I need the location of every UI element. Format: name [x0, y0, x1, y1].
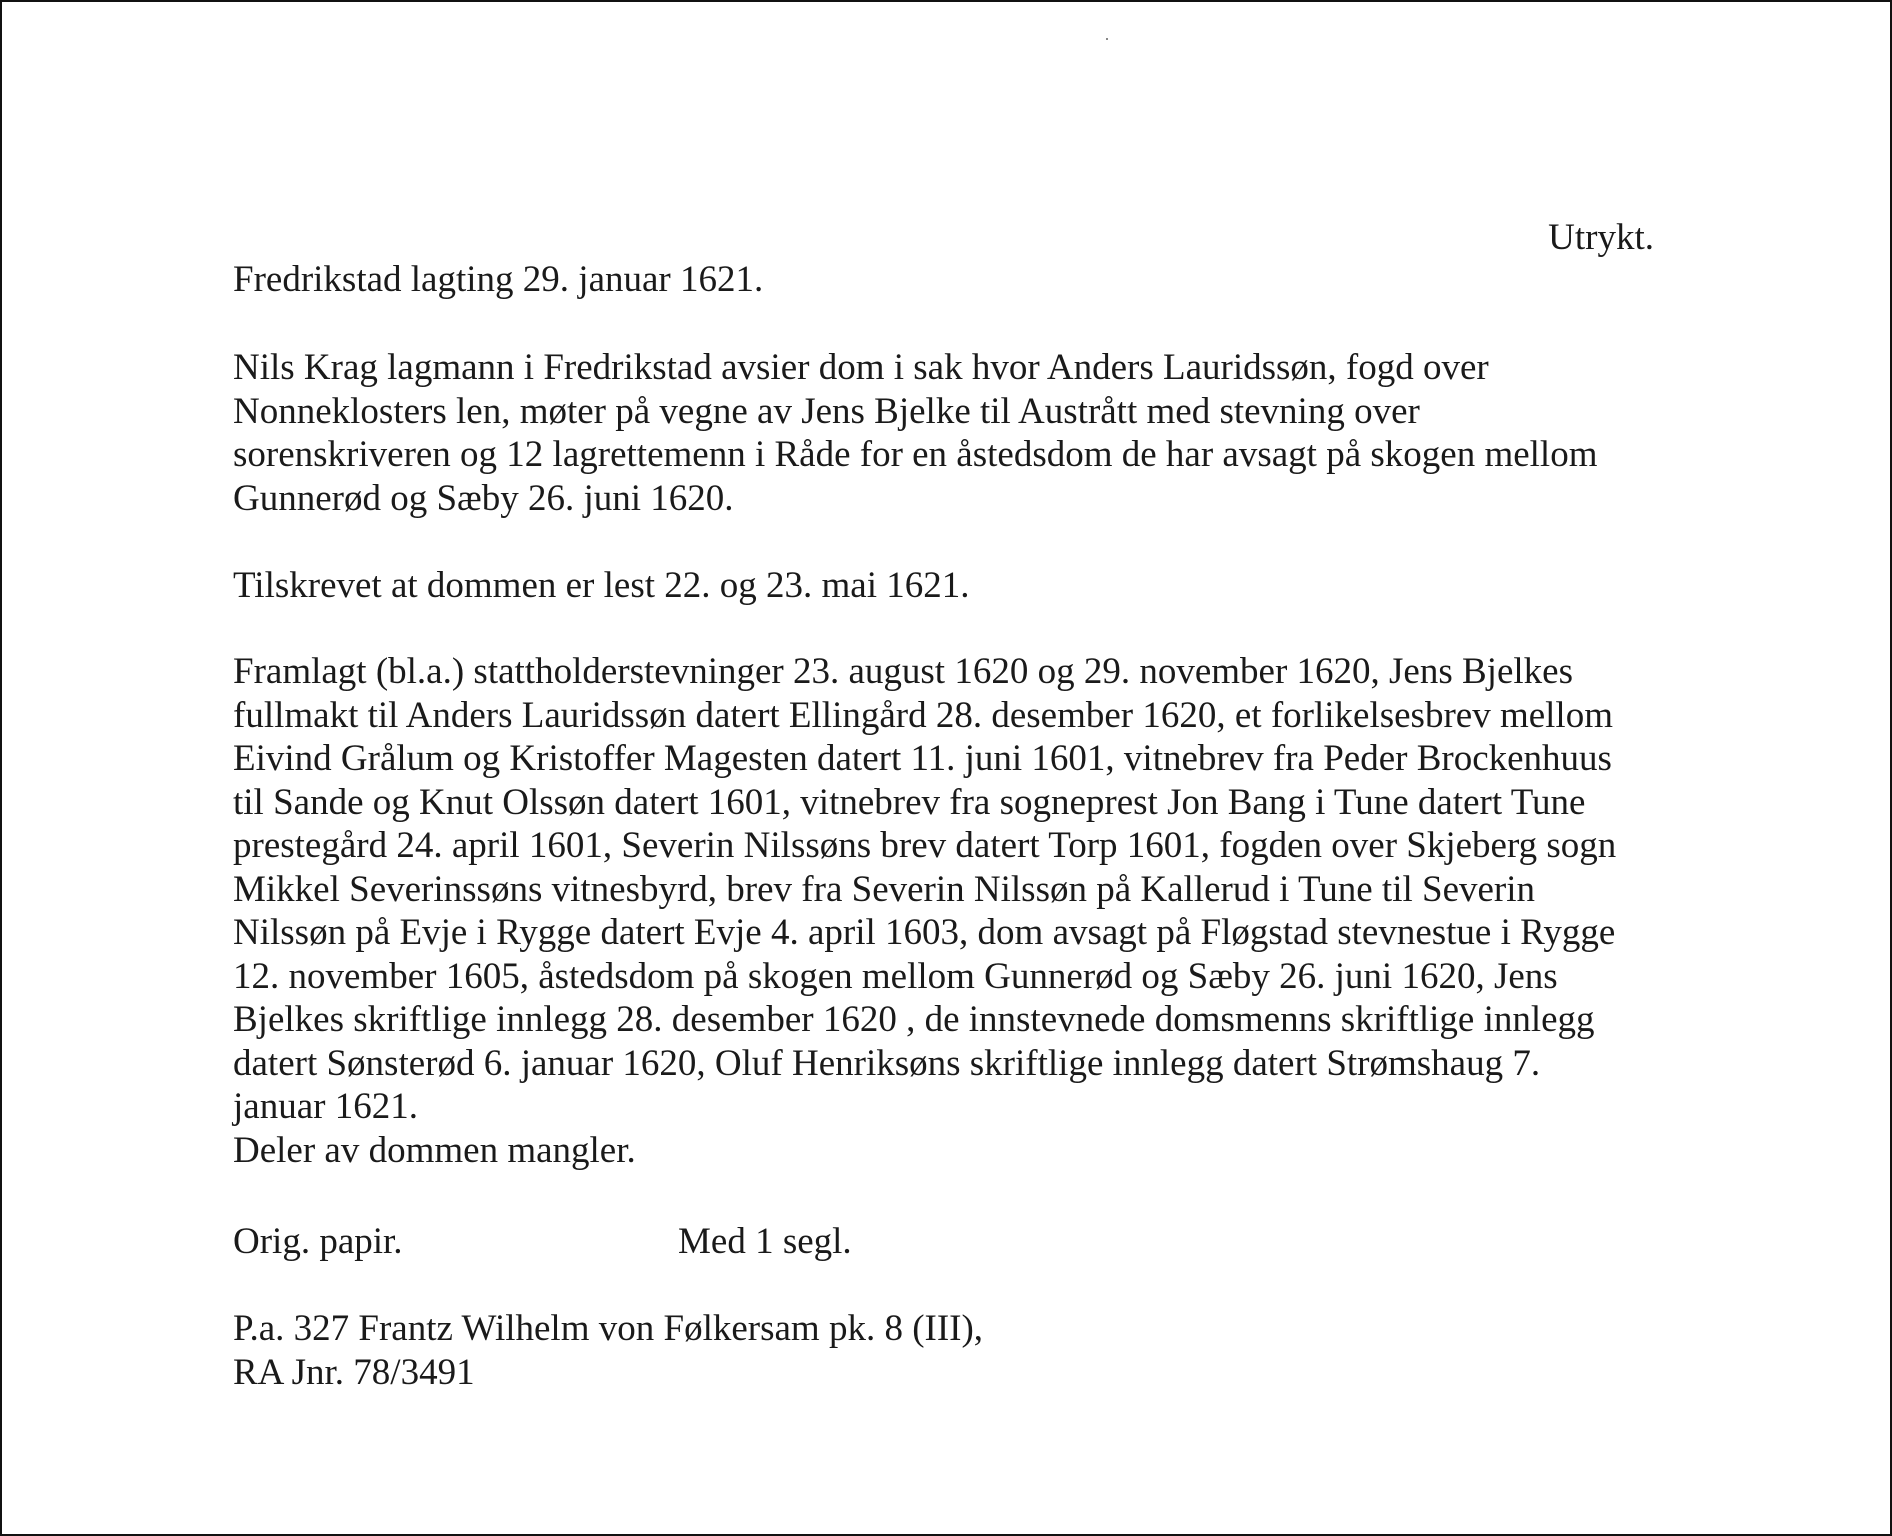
- document-title: Fredrikstad lagting 29. januar 1621.: [233, 259, 764, 300]
- exhibits-line: 12. november 1605, åstedsdom på skogen mellom Gunnerød og Sæby 26. juni 1620, Jens: [233, 955, 1558, 997]
- exhibits-line: fullmakt til Anders Lauridssøn datert Ellingård 28. desember 1620, et forlikelsesbrev mellom: [233, 694, 1613, 736]
- exhibits-line: Bjelkes skriftlige innlegg 28. desember 1620 , de innstevnede domsmenns skriftlige innlegg: [233, 999, 1595, 1040]
- exhibits-line: Nilssøn på Evje i Rygge datert Evje 4. april 1603, dom avsagt på Fløgstad stevnestue i Rygge: [233, 912, 1616, 953]
- summary-line: Gunnerød og Sæby 26. juni 1620.: [233, 477, 734, 519]
- exhibits-line: datert Sønsterød 6. januar 1620, Oluf Henriksøns skriftlige innlegg datert Strømshaug 7.: [233, 1042, 1541, 1084]
- summary-line: sorenskriveren og 12 lagrettemenn i Råde for en åstedsdom de har avsagt på skogen mellom: [233, 434, 1598, 475]
- reference-line: RA Jnr. 78/3491: [233, 1351, 475, 1393]
- exhibits-line: Eivind Grålum og Kristoffer Magesten datert 11. juni 1601, vitnebrev fra Peder Brockenhuus: [233, 738, 1612, 779]
- summary-line: Nonneklosters len, møter på vegne av Jens Bjelke til Austrått med stevning over: [233, 390, 1420, 432]
- scan-speck: [1106, 38, 1108, 40]
- missing-parts-note: Deler av dommen mangler.: [233, 1129, 636, 1171]
- print-status: Utrykt.: [1548, 217, 1654, 258]
- exhibits-line: januar 1621.: [233, 1086, 418, 1127]
- exhibits-line: Mikkel Severinssøns vitnesbyrd, brev fra Severin Nilssøn på Kallerud i Tune til Severin: [233, 868, 1536, 910]
- exhibits-line: til Sande og Knut Olssøn datert 1601, vitnebrev fra sogneprest Jon Bang i Tune datert Tune: [233, 781, 1586, 823]
- summary-line: Nils Krag lagmann i Fredrikstad avsier dom i sak hvor Anders Lauridssøn, fogd over: [233, 347, 1489, 388]
- exhibits-paragraph: [233, 650, 1616, 1172]
- summary-paragraph: [233, 346, 1597, 520]
- reading-note: Tilskrevet at dommen er lest 22. og 23. mai 1621.: [233, 565, 970, 606]
- seal-info: Med 1 segl.: [678, 1221, 852, 1262]
- exhibits-line: prestegård 24. april 1601, Severin Nilssøns brev datert Torp 1601, fogden over Skjeberg sogn: [233, 825, 1617, 866]
- original-format: Orig. papir.: [233, 1221, 403, 1262]
- archive-reference: [233, 1307, 983, 1394]
- exhibits-line: Framlagt (bl.a.) stattholderstevninger 23. august 1620 og 29. november 1620, Jens Bjelkes: [233, 651, 1573, 692]
- reference-line: P.a. 327 Frantz Wilhelm von Følkersam pk. 8 (III),: [233, 1308, 984, 1349]
